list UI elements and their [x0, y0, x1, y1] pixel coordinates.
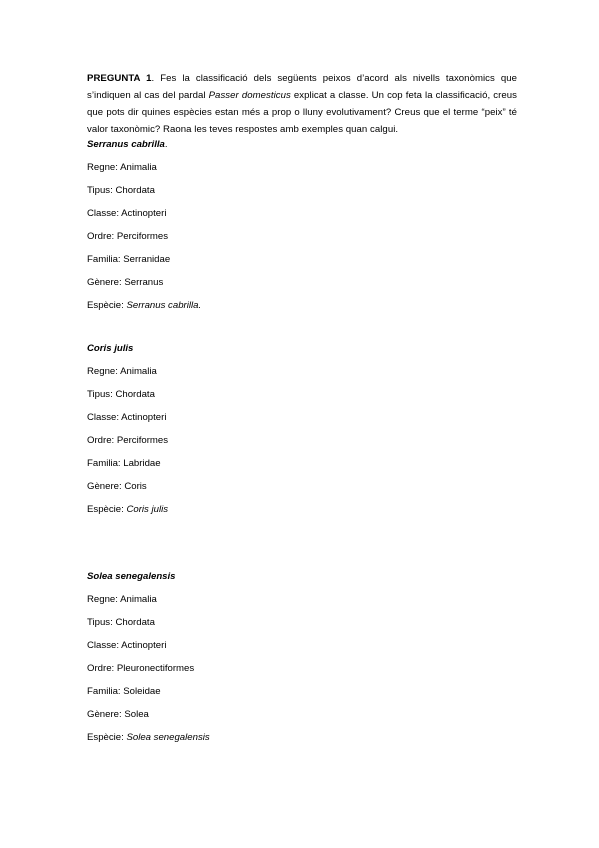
taxon-row-classe: Classe: Actinopteri: [87, 208, 167, 219]
species-block-coris: [87, 342, 487, 526]
taxon-row-especie: Espècie: Solea senegalensis: [87, 732, 210, 743]
species-heading: Serranus cabrilla.: [87, 139, 168, 150]
species-block-solea: [87, 570, 487, 754]
taxon-row-genere: Gènere: Coris: [87, 481, 147, 492]
question-italic-term: Passer domesticus: [208, 90, 291, 101]
taxon-row-ordre: Ordre: Perciformes: [87, 231, 169, 242]
taxon-row-tipus: Tipus: Chordata: [87, 389, 155, 400]
question-text-part-2: explicat a classe. Un cop feta la classificació, creus que pots dir quines espècies estan més a prop o lluny evolutivament? Creus que el terme “peix” té valor taxonòmic? Raona les teves respostes amb exemples quan calgui.: [87, 90, 517, 135]
taxon-row-especie: Espècie: Coris julis: [87, 504, 169, 515]
taxon-row-classe: Classe: Actinopteri: [87, 640, 167, 651]
taxon-row-regne: Regne: Animalia: [87, 162, 157, 173]
taxon-row-genere: Gènere: Solea: [87, 709, 149, 720]
species-block-serranus: [87, 138, 487, 322]
taxon-row-tipus: Tipus: Chordata: [87, 617, 155, 628]
species-heading: Coris julis: [87, 343, 134, 354]
taxon-row-familia: Familia: Serranidae: [87, 254, 171, 265]
taxon-row-familia: Familia: Soleidae: [87, 686, 161, 697]
taxon-row-regne: Regne: Animalia: [87, 594, 157, 605]
taxon-row-tipus: Tipus: Chordata: [87, 185, 155, 196]
taxon-row-familia: Familia: Labridae: [87, 458, 161, 469]
question-text-part-1: . Fes la classificació dels següents peixos d’acord als nivells taxonòmics que s’indiquen al cas del pardal: [87, 73, 517, 101]
taxon-row-genere: Gènere: Serranus: [87, 277, 164, 288]
question-paragraph: [87, 70, 517, 138]
taxon-row-especie: Espècie: Serranus cabrilla.: [87, 300, 202, 311]
taxon-row-ordre: Ordre: Perciformes: [87, 435, 169, 446]
taxon-row-classe: Classe: Actinopteri: [87, 412, 167, 423]
species-heading: Solea senegalensis: [87, 571, 176, 582]
taxon-row-regne: Regne: Animalia: [87, 366, 157, 377]
taxon-row-ordre: Ordre: Pleuronectiformes: [87, 663, 195, 674]
question-label: PREGUNTA 1: [87, 73, 152, 84]
